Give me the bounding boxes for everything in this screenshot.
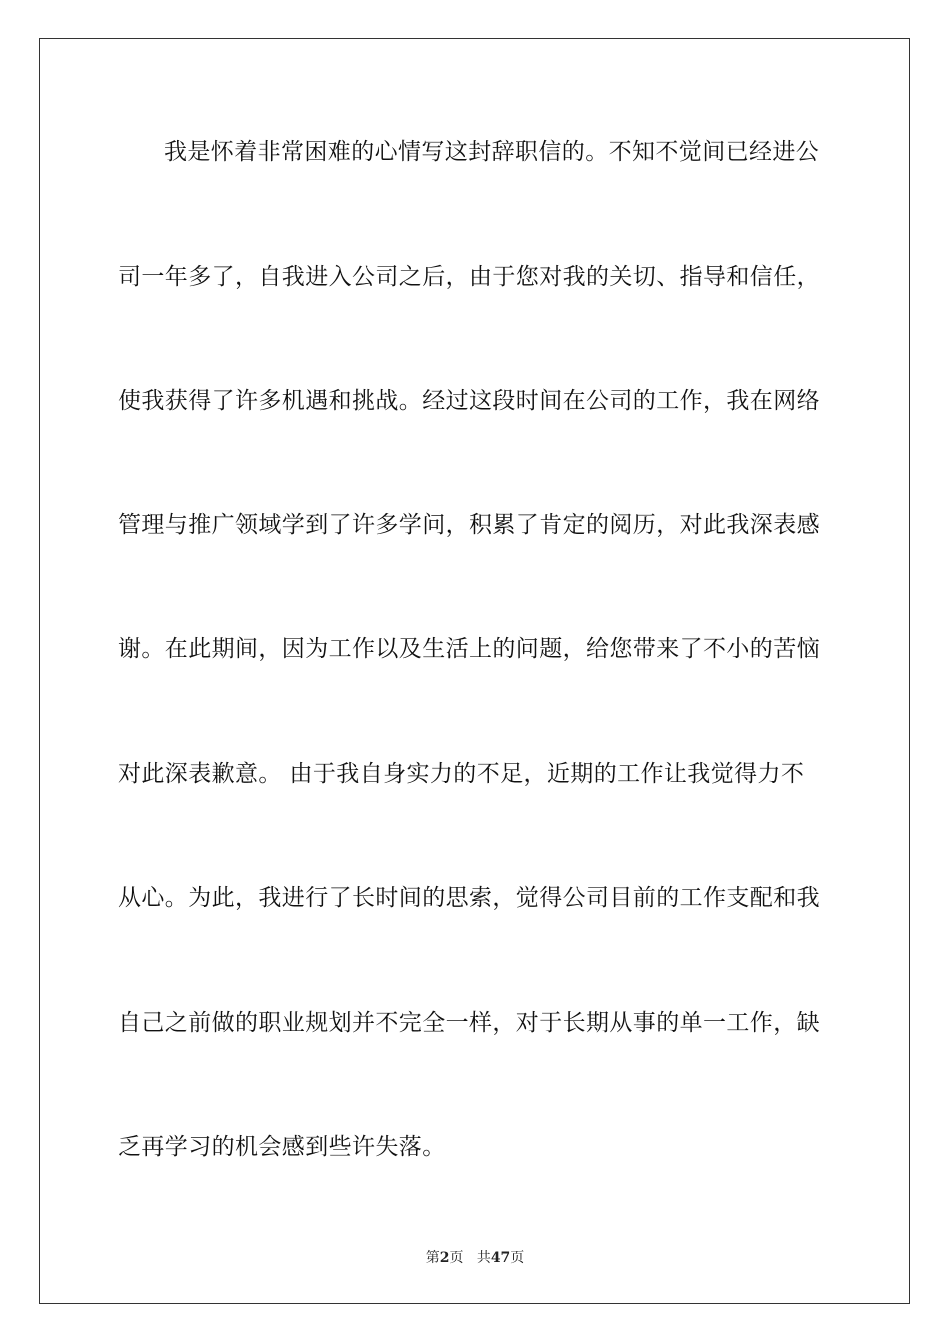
page-prefix: 第 — [425, 1250, 440, 1266]
page-suffix: 页 — [449, 1250, 464, 1266]
body-line-4: 管理与推广领域学到了许多学问，积累了肯定的阅历，对此我深表感 — [118, 512, 820, 538]
page-footer — [0, 1247, 950, 1267]
body-line-6: 对此深表歉意。 由于我自身实力的不足，近期的工作让我觉得力不 — [118, 761, 805, 787]
page-border — [39, 38, 910, 1304]
total-pages: 47 — [490, 1250, 511, 1266]
body-line-9: 乏再学习的机会感到些许失落。 — [118, 1134, 446, 1160]
body-line-8: 自己之前做的职业规划并不完全一样，对于长期从事的单一工作，缺 — [118, 1010, 820, 1036]
body-line-3: 使我获得了许多机遇和挑战。经过这段时间在公司的工作，我在网络 — [118, 388, 820, 414]
page-number: 2 — [439, 1250, 450, 1266]
body-line-2: 司一年多了，自我进入公司之后，由于您对我的关切、指导和信任， — [118, 264, 820, 290]
total-suffix: 页 — [510, 1250, 525, 1266]
body-line-5: 谢。在此期间，因为工作以及生活上的问题，给您带来了不小的苦恼 — [118, 636, 820, 662]
body-line-1: 我是怀着非常困难的心情写这封辞职信的。不知不觉间已经进公 — [164, 139, 820, 165]
body-line-7: 从心。为此，我进行了长时间的思索，觉得公司目前的工作支配和我 — [118, 885, 820, 911]
total-prefix: 共 — [476, 1250, 491, 1266]
